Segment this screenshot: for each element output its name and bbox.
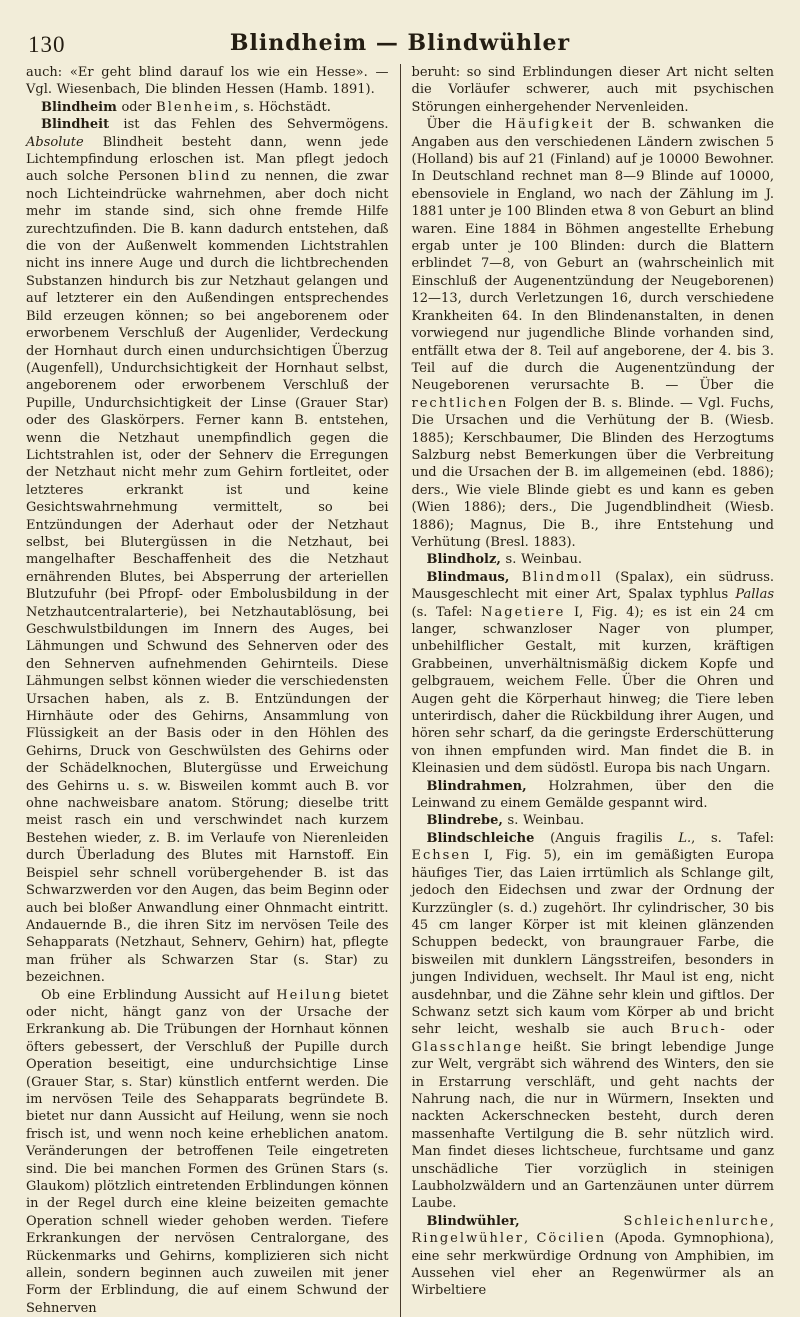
text-segment: Pallas xyxy=(735,587,774,603)
text-segment: heißt. Sie bringt lebendige Junge zur Welt, vergräbt sich während des Winters, den sie in Erstarrung verschläft, und geht nachts der Nahrung nach, die nur in Würmern, Insekten und nackten Ackerschnecken besteht, durch deren massenhafte Vertilgung die B. sehr nützlich wird. Man findet dieses lichtscheue, furchtsame und ganz unschädliche Tier vorzüglich in steinigen Laubholzwäldern und an Gartenzäunen unter dürrem Laube. xyxy=(411,1039,774,1212)
text-segment: Heilung xyxy=(276,987,343,1003)
text-segment: I, Fig. 5), ein im gemäßigten Europa häufiges Tier, das Laien irrtümlich als Schlange gilt, jedoch den Eidechsen und zwar der Ordnung der Kurzzüngler (s. d.) zugehört. Ihr cylindrischer, 30 bis 45 cm langer Körper ist mit kleinen glänzenden Schuppen bedeckt, von braungrauer Farbe, die bisweilen mit dunklern Längsstreifen, besonders in jungen Individuen, wechselt. Ihr Maul ist eng, nicht ausdehnbar, und die Zähne sehr klein und giftlos. Der Schwanz setzt sich kaum vom Körper ab und bricht sehr leicht, weshalb sie auch xyxy=(411,848,774,1038)
text-segment: L. xyxy=(678,830,692,846)
text-segment: der B. schwanken die Angaben aus den verschiedenen Ländern zwischen 5 (Holland) bis auf 21 (Finland) auf je 10000 Bewohner. In Deutschland rechnet man 8—9 Blinde auf 10000, ebensoviele in England, wo nach der Zählung im J. 1881 unter je 100 Blinden etwa 8 von Geburt an blind waren. Eine 1884 in Böhmen angestellte Erhebung ergab unter je 100 Blinden: durch die Blattern erblindet 7—8, von Geburt an (wahrscheinlich mit Einschluß der Augenentzündung der Neugeborenen) 12—13, durch Verletzungen 16, durch verschiedene Krankheiten 64. In den Blindenanstalten, in denen vorwiegend nur jugendliche Blinde vorhanden sind, entfällt etwa der 8. Teil auf angeborene, der 4. bis 3. Teil auf die durch die Augenentzündung der Neugeborenen verursachte B. — Über die xyxy=(411,117,774,394)
paragraph xyxy=(26,987,389,1317)
left-column xyxy=(26,64,401,1317)
text-segment: Blindschleiche xyxy=(426,830,535,846)
text-segment: s. Weinbau. xyxy=(500,552,583,568)
text-segment: I, Fig. 4); es ist ein 24 cm langer, schwanzloser Nager von plumper, unbehilflicher Gestalt, mit kurzen, kräftigen Grabbeinen, unverhältnismäßig dickem Kopfe und gelbgrauem, weichem Felle. Über die Ohren und Augen geht die Körperhaut hinweg; die Tiere leben unterirdisch, daher die Rückbildung ihrer Augen, und hören sehr scharf, da die geringste Erderschütterung von ihnen empfunden wird. Man findet die B. in Kleinasien und dem südöstl. Europa bis nach Ungarn. xyxy=(411,604,774,777)
text-segment: Cöcilien xyxy=(536,1231,607,1247)
text-segment: (Anguis fragilis xyxy=(534,830,679,846)
text-segment: s. Weinbau. xyxy=(502,813,585,829)
text-segment: Blindheit besteht dann, wenn jede Lichtempfindung erloschen ist. Man pflegt jedoch auch solche Personen xyxy=(26,134,389,185)
text-segment xyxy=(509,570,521,585)
text-segment: Blindholz, xyxy=(426,552,501,568)
text-segment: Häufigkeit xyxy=(504,117,595,133)
text-segment: ist das Fehlen des Sehvermögens. xyxy=(109,117,389,133)
text-segment: Glasschlange xyxy=(411,1039,524,1055)
text-segment: (Spalax), ein südruss. Mausgeschlecht mit einer Art, Spalax typhlus xyxy=(411,569,774,603)
text-segment: Blenheim xyxy=(156,99,235,115)
page-number: 130 xyxy=(28,32,66,57)
paragraph xyxy=(412,830,775,1213)
text-segment: (s. Tafel: xyxy=(411,604,482,620)
text-segment: Blindheit xyxy=(41,117,110,133)
text-segment xyxy=(520,1214,624,1229)
text-segment: (Apoda. Gymnophiona), eine sehr merkwürdige Ordnung von Amphibien, im Aussehen viel eher an Regenwürmer als an Wirbeltiere xyxy=(411,1231,775,1299)
text-segment: Nagetiere xyxy=(481,604,566,620)
text-segment: beruht: so sind Erblindungen dieser Art nicht selten die Vorläufer schwerer, auch mit psychischen Störungen einhergehender Nervenleiden. xyxy=(411,65,774,115)
paragraph xyxy=(412,64,775,116)
text-segment: Echsen xyxy=(411,848,472,864)
paragraph xyxy=(26,64,389,99)
text-segment: oder xyxy=(726,1022,774,1038)
paragraph xyxy=(26,116,389,986)
right-column xyxy=(401,64,775,1317)
paragraph xyxy=(412,778,775,813)
paragraph xyxy=(412,116,775,551)
paragraph xyxy=(412,812,775,829)
text-segment: Ob eine Erblindung Aussicht auf xyxy=(41,987,277,1003)
text-segment: , xyxy=(523,1231,537,1247)
text-segment: Blindwühler, xyxy=(426,1213,520,1229)
paragraph xyxy=(412,551,775,568)
text-segment: blind xyxy=(188,169,232,185)
text-segment: Blindmoll xyxy=(521,569,603,585)
text-columns xyxy=(0,58,800,1317)
text-segment: Schleichenlurche xyxy=(623,1213,770,1229)
text-segment: Blindmaus, xyxy=(426,569,510,585)
page-header xyxy=(0,0,800,58)
text-segment: Blindheim xyxy=(41,99,117,115)
text-segment: zu nennen, die zwar noch Lichteindrücke wahrnehmen, aber doch nicht mehr im stande sind, sich ohne fremde Hilfe zurechtzufinden. Die B. kann dadurch entstehen, daß die von der Außenwelt kommenden Lichtstrahlen nicht ins innere Auge und durch die lichtbrechenden Substanzen hindurch bis zur Netzhaut gelangen und auf letzterer ein den Außendingen entsprechendes Bild erzeugen können; so bei angeborenem oder erworbenem Verschluß der Augenlider, Verdeckung der Hornhaut durch einen undurchsichtigen Überzug (Augenfell), Undurchsichtigkeit der Hornhaut selbst, angeborenem oder erworbenem Verschluß der Pupille, Undurchsichtigkeit der Linse (Grauer Star) oder des Glaskörpers. Ferner kann B. entstehen, wenn die Netzhaut unempfindlich gegen die Lichtstrahlen ist, oder der Sehnerv die Erregungen der Netzhaut nicht mehr zum Gehirn fortleitet, oder letzteres erkrankt ist und keine Gesichtswahrnehmung vermittelt, so bei Entzündungen der Aderhaut oder der Netzhaut selbst, bei Blutergüssen in die Netzhaut, bei mangelhafter Beschaffenheit des die Netzhaut ernährenden Blutes, bei Absperrung der arteriellen Blutzufuhr (bei Pfropf- oder Embolusbildung in der Netzhautcentralarterie), bei Netzhautablösung, bei Geschwulstbildungen im Innern des Auges, bei Lähmungen und Schwund des Sehnerven oder des den Sehnerven aufnehmenden Gehirnteils. Diese Lähmungen selbst können wieder die verschiedensten Ursachen haben, als z. B. Entzündungen der Hirnhäute oder des Gehirns, Ansammlung von Flüssigkeit an der Basis oder in den Höhlen des Gehirns, Druck von Geschwülsten des Gehirns oder der Schädelknochen, Blutergüsse und Erweichung des Gehirns u. s. w. Bisweilen kommt auch B. vor ohne nachweisbare anatom. Störung; dieselbe tritt meist rasch ein und verschwindet nach kurzem Bestehen wieder, z. B. im Verlaufe von Nierenleiden durch Überladung des Blutes mit Harnstoff. Ein Beispiel sehr schnell vorübergehender B. ist das Schwarzwerden vor den Augen, das beim Beginn oder auch bei bloßer Anwandlung einer Ohnmacht eintritt. Andauernde B., die ihren Sitz im nervösen Teile des Sehapparats (Netzhaut, Sehnerv, Gehirn) hat, pflegte man früher als Schwarzen Star (s. Star) zu bezeichnen. xyxy=(26,169,389,986)
text-segment: Blindrahmen, xyxy=(426,778,527,794)
text-segment: Blindrebe, xyxy=(426,813,503,829)
page-title: Blindheim — Blindwühler xyxy=(229,30,571,56)
text-segment: Absolute xyxy=(26,134,84,150)
text-segment: rechtlichen xyxy=(411,395,509,411)
text-segment: Folgen der B. s. Blinde. — Vgl. Fuchs, Die Ursachen und die Verhütung der B. (Wiesb. 1885); Kerschbaumer, Die Blinden des Herzogtums Salzburg nebst Bemerkungen über die Verbreitung und die Ursachen der B. im allgemeinen (ebd. 1886); ders., Wie viele Blinde giebt es und kann es geben (Wien 1886); ders., Die Jugendblindheit (Wiesb. 1886); Magnus, Die B., ihre Entstehung und Verhütung (Bresl. 1883). xyxy=(411,395,774,550)
text-segment: , s. Höchstädt. xyxy=(234,99,331,115)
text-segment: Über die xyxy=(426,117,505,133)
text-segment: bietet oder nicht, hängt ganz von der Ursache der Erkrankung ab. Die Trübungen der Hornhaut können öfters gebessert, der Verschluß der Pupille durch Operation beseitigt, eine undurchsichtige Linse (Grauer Star, s. Star) künstlich entfernt werden. Die im nervösen Teile des Sehapparats begründete B. bietet nur dann Aussicht auf Heilung, wenn sie noch frisch ist, und wenn noch keine erheblichen anatom. Veränderungen der betroffenen Teile eingetreten sind. Die bei manchen Formen des Grünen Stars (s. Glaukom) plötzlich eintretenden Erblindungen können in der Regel durch eine kleine beizeiten gemachte Operation schnell wieder gehoben werden. Tiefere Erkrankungen der nervösen Centralorgane, des Rückenmarks und Gehirns, komplizieren sich nicht allein, sondern beginnen auch zuweilen mit jener Form der Erblindung, die auf einem Schwund der Sehnerven xyxy=(26,987,389,1316)
paragraph xyxy=(412,569,775,778)
text-segment: auch: «Er geht blind darauf los wie ein Hesse». — Vgl. Wiesenbach, Die blinden Hessen (Hamb. 1891). xyxy=(26,65,389,98)
text-segment: Ringelwühler xyxy=(411,1231,524,1247)
text-segment: oder xyxy=(116,99,157,115)
text-segment: Bruch- xyxy=(670,1022,727,1038)
text-segment: , s. Tafel: xyxy=(691,830,775,846)
paragraph xyxy=(412,1213,775,1300)
text-segment: , xyxy=(769,1213,774,1229)
text-segment: Holzrahmen, über den die Leinwand zu einem Gemälde gespannt wird. xyxy=(411,778,774,812)
paragraph xyxy=(26,99,389,116)
